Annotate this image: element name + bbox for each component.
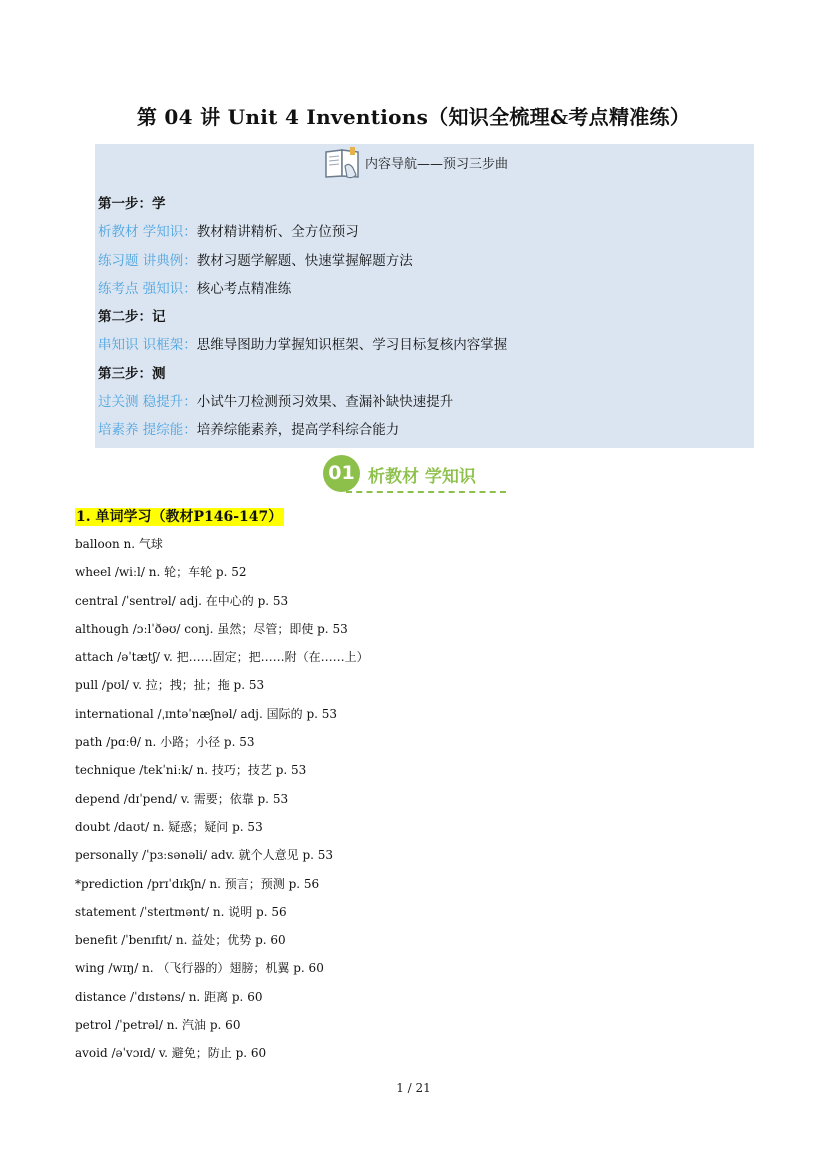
- nav-item-label: 练习题 讲典例：: [98, 252, 197, 269]
- vocab-entry: *prediction /prɪˈdɪkʃn/ n. 预言；预测 p. 56: [75, 876, 320, 891]
- nav-rows: [98, 190, 507, 445]
- content-navigation-box: [95, 144, 754, 448]
- nav-item-label: 练考点 强知识：: [98, 280, 197, 297]
- vocab-entry: personally /ˈpɜːsənəli/ adv. 就个人意见 p. 53: [75, 848, 334, 863]
- nav-item-description: 教材习题学解题、快速掌握解题方法: [196, 252, 413, 269]
- vocab-entry: central /ˈsentrəl/ adj. 在中心的 p. 53: [75, 593, 289, 608]
- vocab-entry: pull /pʊl/ v. 拉；拽；扯；拖 p. 53: [75, 678, 265, 693]
- nav-step-heading: 第一步：学: [98, 196, 166, 212]
- vocab-entry: wing /wɪŋ/ n. （飞行器的）翅膀；机翼 p. 60: [75, 961, 324, 976]
- vocab-entry: wheel /wiːl/ n. 轮；车轮 p. 52: [75, 565, 247, 580]
- nav-item: [98, 416, 507, 444]
- page-title: 第 04 讲 Unit 4 Inventions（知识全梳理&考点精准练）: [136, 105, 691, 129]
- section-number-badge: 01: [323, 455, 360, 492]
- vocab-entry: petrol /ˈpetrəl/ n. 汽油 p. 60: [75, 1018, 241, 1033]
- vocab-entry: balloon n. 气球: [75, 537, 163, 551]
- vocab-entry: path /pɑːθ/ n. 小路；小径 p. 53: [75, 735, 255, 750]
- vocab-entry: attach /əˈtætʃ/ v. 把……固定；把……附（在……上）: [75, 650, 369, 665]
- nav-item-description: 核心考点精准练: [196, 280, 292, 297]
- nav-item-label: 培素养 提综能：: [98, 422, 197, 439]
- book-hand-icon: [323, 146, 363, 180]
- vocab-subheading: 1. 单词学习（教材P146-147）: [76, 509, 283, 525]
- page-number: 1 / 21: [396, 1081, 431, 1095]
- vocab-entry: depend /dɪˈpend/ v. 需要；依靠 p. 53: [75, 791, 289, 806]
- section-title: 析教材 学知识: [368, 467, 476, 487]
- vocab-entry: distance /ˈdɪstəns/ n. 距离 p. 60: [75, 989, 263, 1004]
- nav-item-label: 析教材 学知识：: [98, 224, 197, 241]
- vocab-entry: although /ɔːlˈðəʊ/ conj. 虽然；尽管；即使 p. 53: [75, 621, 348, 636]
- vocab-entry: international /ˌɪntəˈnæʃnəl/ adj. 国际的 p. 53: [75, 706, 338, 721]
- nav-item-label: 过关测 稳提升：: [98, 394, 197, 411]
- nav-item-description: 小试牛刀检测预习效果、查漏补缺快速提升: [196, 394, 454, 411]
- nav-item-description: 培养综能素养，提高学科综合能力: [196, 422, 400, 439]
- nav-item: [98, 388, 507, 416]
- nav-item-description: 教材精讲精析、全方位预习: [196, 224, 359, 241]
- nav-header: [95, 144, 754, 180]
- nav-step-heading: 第三步：测: [98, 365, 166, 382]
- nav-item-description: 思维导图助力掌握知识框架、学习目标复核内容掌握: [196, 337, 508, 354]
- vocab-entry: technique /tekˈniːk/ n. 技巧；技艺 p. 53: [75, 763, 307, 778]
- vocab-list: [75, 530, 369, 1068]
- nav-step-heading: 第二步：记: [98, 309, 166, 326]
- nav-item: [98, 247, 507, 275]
- vocab-entry: statement /ˈsteɪtmənt/ n. 说明 p. 56: [75, 904, 287, 919]
- nav-item: [98, 275, 507, 303]
- vocab-entry: avoid /əˈvɔɪd/ v. 避免；防止 p. 60: [75, 1046, 267, 1061]
- nav-item-label: 串知识 识框架：: [98, 337, 197, 354]
- nav-item: [98, 331, 507, 359]
- section-divider: [346, 491, 506, 493]
- vocab-entry: benefit /ˈbenɪfɪt/ n. 益处；优势 p. 60: [75, 933, 286, 948]
- nav-item: [98, 218, 507, 246]
- vocab-entry: doubt /daʊt/ n. 疑惑；疑问 p. 53: [75, 819, 263, 834]
- nav-heading: 内容导航——预习三步曲: [365, 157, 509, 172]
- section-banner: [322, 454, 507, 494]
